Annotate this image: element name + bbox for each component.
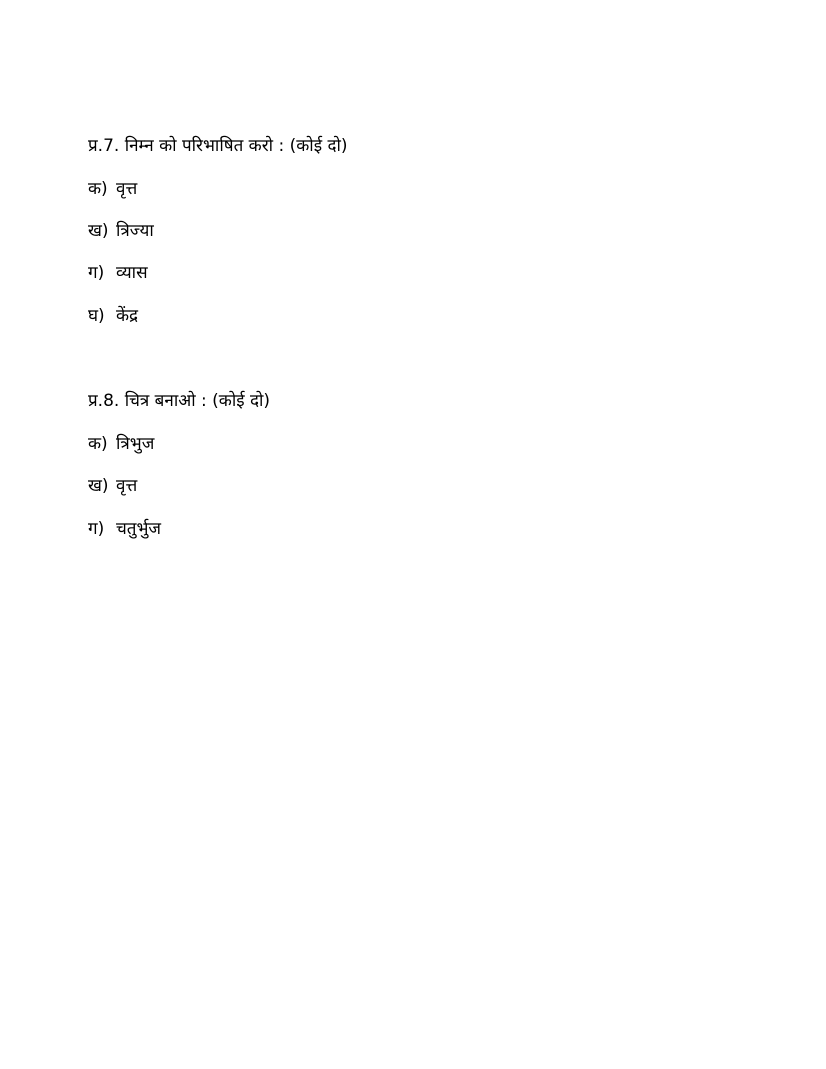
- item-marker: ग): [88, 263, 105, 283]
- question-7-heading: प्र.7. निम्न को परिभाषित करो : (कोई दो): [88, 136, 348, 156]
- item-text: वृत्त: [116, 476, 138, 496]
- item-marker: क): [88, 179, 108, 199]
- q7-item-b: [88, 220, 154, 242]
- item-marker: घ): [88, 306, 105, 326]
- item-text: वृत्त: [116, 179, 138, 199]
- item-marker: ख): [88, 476, 109, 496]
- item-marker: ख): [88, 221, 109, 241]
- item-marker: ग): [88, 519, 105, 539]
- item-text: त्रिज्या: [116, 221, 154, 241]
- q7-item-a: [88, 178, 137, 200]
- item-text: व्यास: [116, 263, 148, 283]
- q8-item-c: [88, 518, 161, 540]
- item-text: चतुर्भुज: [116, 519, 162, 539]
- item-text: केंद्र: [116, 306, 139, 326]
- q7-item-c: [88, 262, 148, 284]
- q8-item-b: [88, 475, 137, 497]
- q8-item-a: [88, 433, 154, 455]
- item-marker: क): [88, 434, 108, 454]
- question-8-heading: प्र.8. चित्र बनाओ : (कोई दो): [88, 391, 271, 411]
- item-text: त्रिभुज: [116, 434, 155, 454]
- q7-item-d: [88, 305, 138, 327]
